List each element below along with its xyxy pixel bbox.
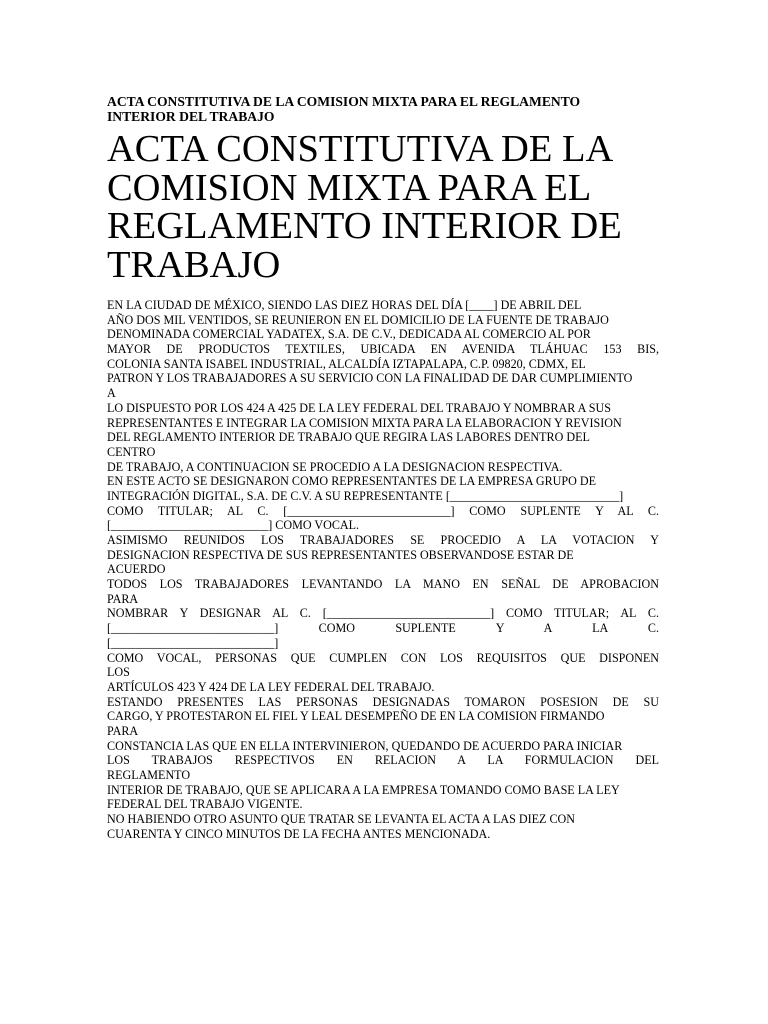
body-line: TODOS LOS TRABAJADORES LEVANTANDO LA MANO EN SEÑAL DE APROBACION (107, 577, 659, 592)
body-line: ESTANDO PRESENTES LAS PERSONAS DESIGNADAS TOMARON POSESION DE SU (107, 694, 659, 709)
body-line: NOMBRAR Y DESIGNAR AL C. [___________________________] COMO TITULAR; AL C. (107, 606, 659, 621)
body-line: COLONIA SANTA ISABEL INDUSTRIAL, ALCALDÍA IZTAPALAPA, C.P. 09820, CDMX, EL (107, 356, 586, 371)
body-line: AÑO DOS MIL VENTIDOS, SE REUNIERON EN EL DOMICILIO DE LA FUENTE DE TRABAJO (107, 312, 609, 327)
body-line: REPRESENTANTES E INTEGRAR LA COMISION MIXTA PARA LA ELABORACION Y REVISION (107, 415, 622, 430)
title-line: ACTA CONSTITUTIVA DE LA (107, 128, 614, 171)
document-page (107, 94, 659, 841)
document-title (107, 130, 659, 284)
body-line: LOS (107, 665, 130, 680)
body-line: PARA (107, 591, 139, 606)
body-line: REGLAMENTO (107, 768, 191, 782)
body-line: [___________________________] COMO SUPLENTE Y A LA C. (107, 621, 659, 636)
body-line: [___________________________] (107, 635, 279, 650)
body-line: PARA (107, 723, 139, 738)
title-line: COMISION MIXTA PARA EL (107, 166, 592, 209)
body-line: ACUERDO (107, 562, 166, 577)
body-line: ASIMISMO REUNIDOS LOS TRABAJADORES SE PROCEDIO A LA VOTACION Y (107, 533, 659, 547)
body-line: A (107, 386, 116, 401)
title-line: TRABAJO (107, 243, 281, 286)
body-line: MAYOR DE PRODUCTOS TEXTILES, UBICADA EN AVENIDA TLÁHUAC 153 BIS, (107, 342, 659, 357)
body-line: LOS TRABAJOS RESPECTIVOS EN RELACION A LA FORMULACION DEL (107, 753, 659, 768)
body-line: DEL REGLAMENTO INTERIOR DE TRABAJO QUE REGIRA LAS LABORES DENTRO DEL (107, 430, 590, 445)
heading-small-line: ACTA CONSTITUTIVA DE LA COMISION MIXTA PARA EL REGLAMENTO (107, 94, 581, 109)
document-heading-small (107, 94, 659, 123)
document-body (107, 298, 659, 841)
title-line: REGLAMENTO INTERIOR DE (107, 205, 622, 248)
body-line: DE TRABAJO, A CONTINUACION SE PROCEDIO A LA DESIGNACION RESPECTIVA. (107, 459, 563, 474)
body-line: COMO TITULAR; AL C. [___________________________] COMO SUPLENTE Y AL C. (107, 503, 659, 518)
body-line: INTERIOR DE TRABAJO, QUE SE APLICARA A LA EMPRESA TOMANDO COMO BASE LA LEY (107, 782, 620, 797)
body-line: DESIGNACION RESPECTIVA DE SUS REPRESENTANTES OBSERVANDOSE ESTAR DE (107, 547, 574, 562)
body-line: LO DISPUESTO POR LOS 424 A 425 DE LA LEY FEDERAL DEL TRABAJO Y NOMBRAR A SUS (107, 400, 611, 415)
body-line: EN ESTE ACTO SE DESIGNARON COMO REPRESENTANTES DE LA EMPRESA GRUPO DE (107, 474, 596, 489)
body-line: CUARENTA Y CINCO MINUTOS DE LA FECHA ANTES MENCIONADA. (107, 826, 491, 841)
body-line: ARTÍCULOS 423 Y 424 DE LA LEY FEDERAL DEL TRABAJO. (107, 679, 435, 694)
body-line: PATRON Y LOS TRABAJADORES A SU SERVICIO CON LA FINALIDAD DE DAR CUMPLIMIENTO (107, 371, 633, 386)
body-line: CONSTANCIA LAS QUE EN ELLA INTERVINIERON, QUEDANDO DE ACUERDO PARA INICIAR (107, 738, 623, 753)
heading-small-line: INTERIOR DEL TRABAJO (107, 108, 275, 124)
body-line: CENTRO (107, 444, 156, 459)
body-line: FEDERAL DEL TRABAJO VIGENTE. (107, 797, 303, 812)
body-line: COMO VOCAL, PERSONAS QUE CUMPLEN CON LOS REQUISITOS QUE DISPONEN (107, 650, 659, 665)
body-line: CARGO, Y PROTESTARON EL FIEL Y LEAL DESEMPEÑO DE EN LA COMISION FIRMANDO (107, 709, 605, 724)
body-line: NO HABIENDO OTRO ASUNTO QUE TRATAR SE LEVANTA EL ACTA A LAS DIEZ CON (107, 812, 575, 827)
body-line: DENOMINADA COMERCIAL YADATEX, S.A. DE C.V., DEDICADA AL COMERCIO AL POR (107, 327, 591, 342)
body-line: [__________________________] COMO VOCAL. (107, 518, 360, 533)
body-line: EN LA CIUDAD DE MÉXICO, SIENDO LAS DIEZ HORAS DEL DÍA [____] DE ABRIL DEL (107, 298, 582, 312)
body-line: INTEGRACIÓN DIGITAL, S.A. DE C.V. A SU REPRESENTANTE [____________________________] (107, 488, 624, 503)
